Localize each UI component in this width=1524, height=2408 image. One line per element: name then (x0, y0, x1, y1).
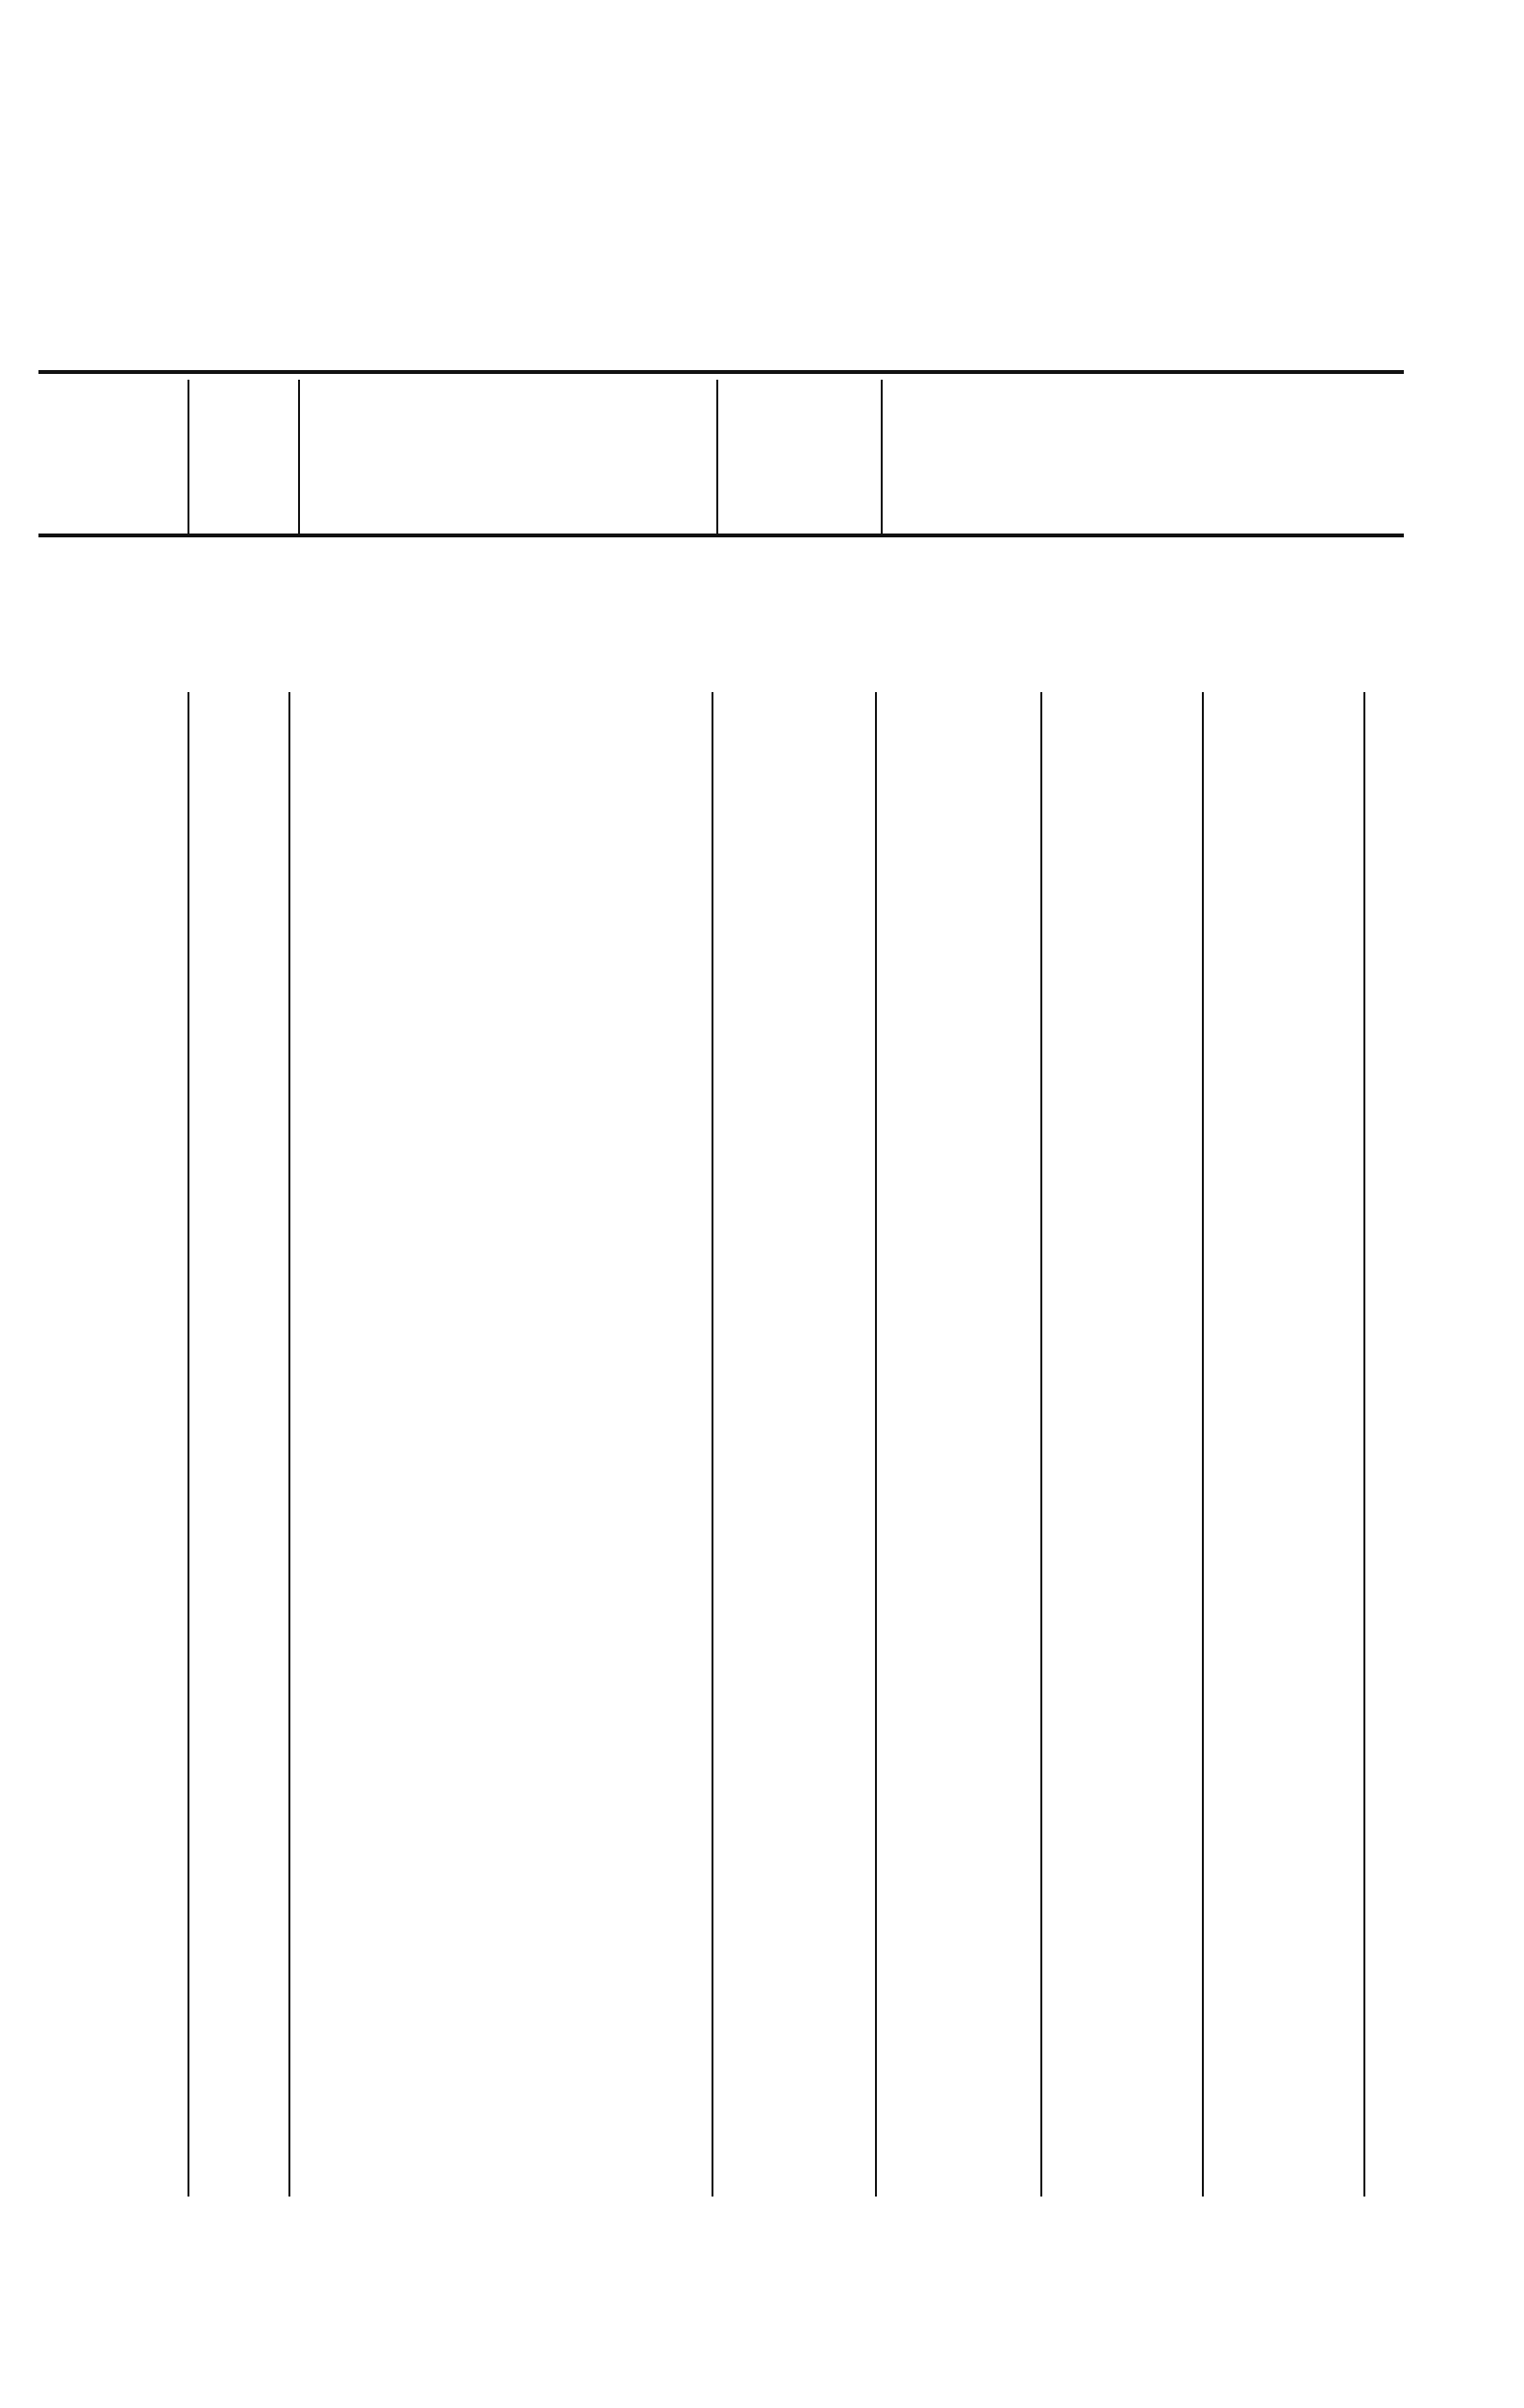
column-divider (712, 692, 713, 2197)
column-divider (1363, 692, 1365, 2197)
page-header (38, 144, 49, 189)
column-divider (875, 692, 877, 2197)
header-divider (881, 380, 883, 534)
column-divider (187, 692, 189, 2197)
header-divider (716, 380, 718, 534)
column-divider (1040, 692, 1042, 2197)
header-divider (187, 380, 189, 534)
header-divider (298, 380, 300, 534)
column-header-drawing (190, 402, 287, 498)
column-divider (288, 692, 290, 2197)
header-bottom-rule (38, 534, 1404, 537)
column-divider (1202, 692, 1204, 2197)
table-top-rule (38, 370, 1404, 374)
